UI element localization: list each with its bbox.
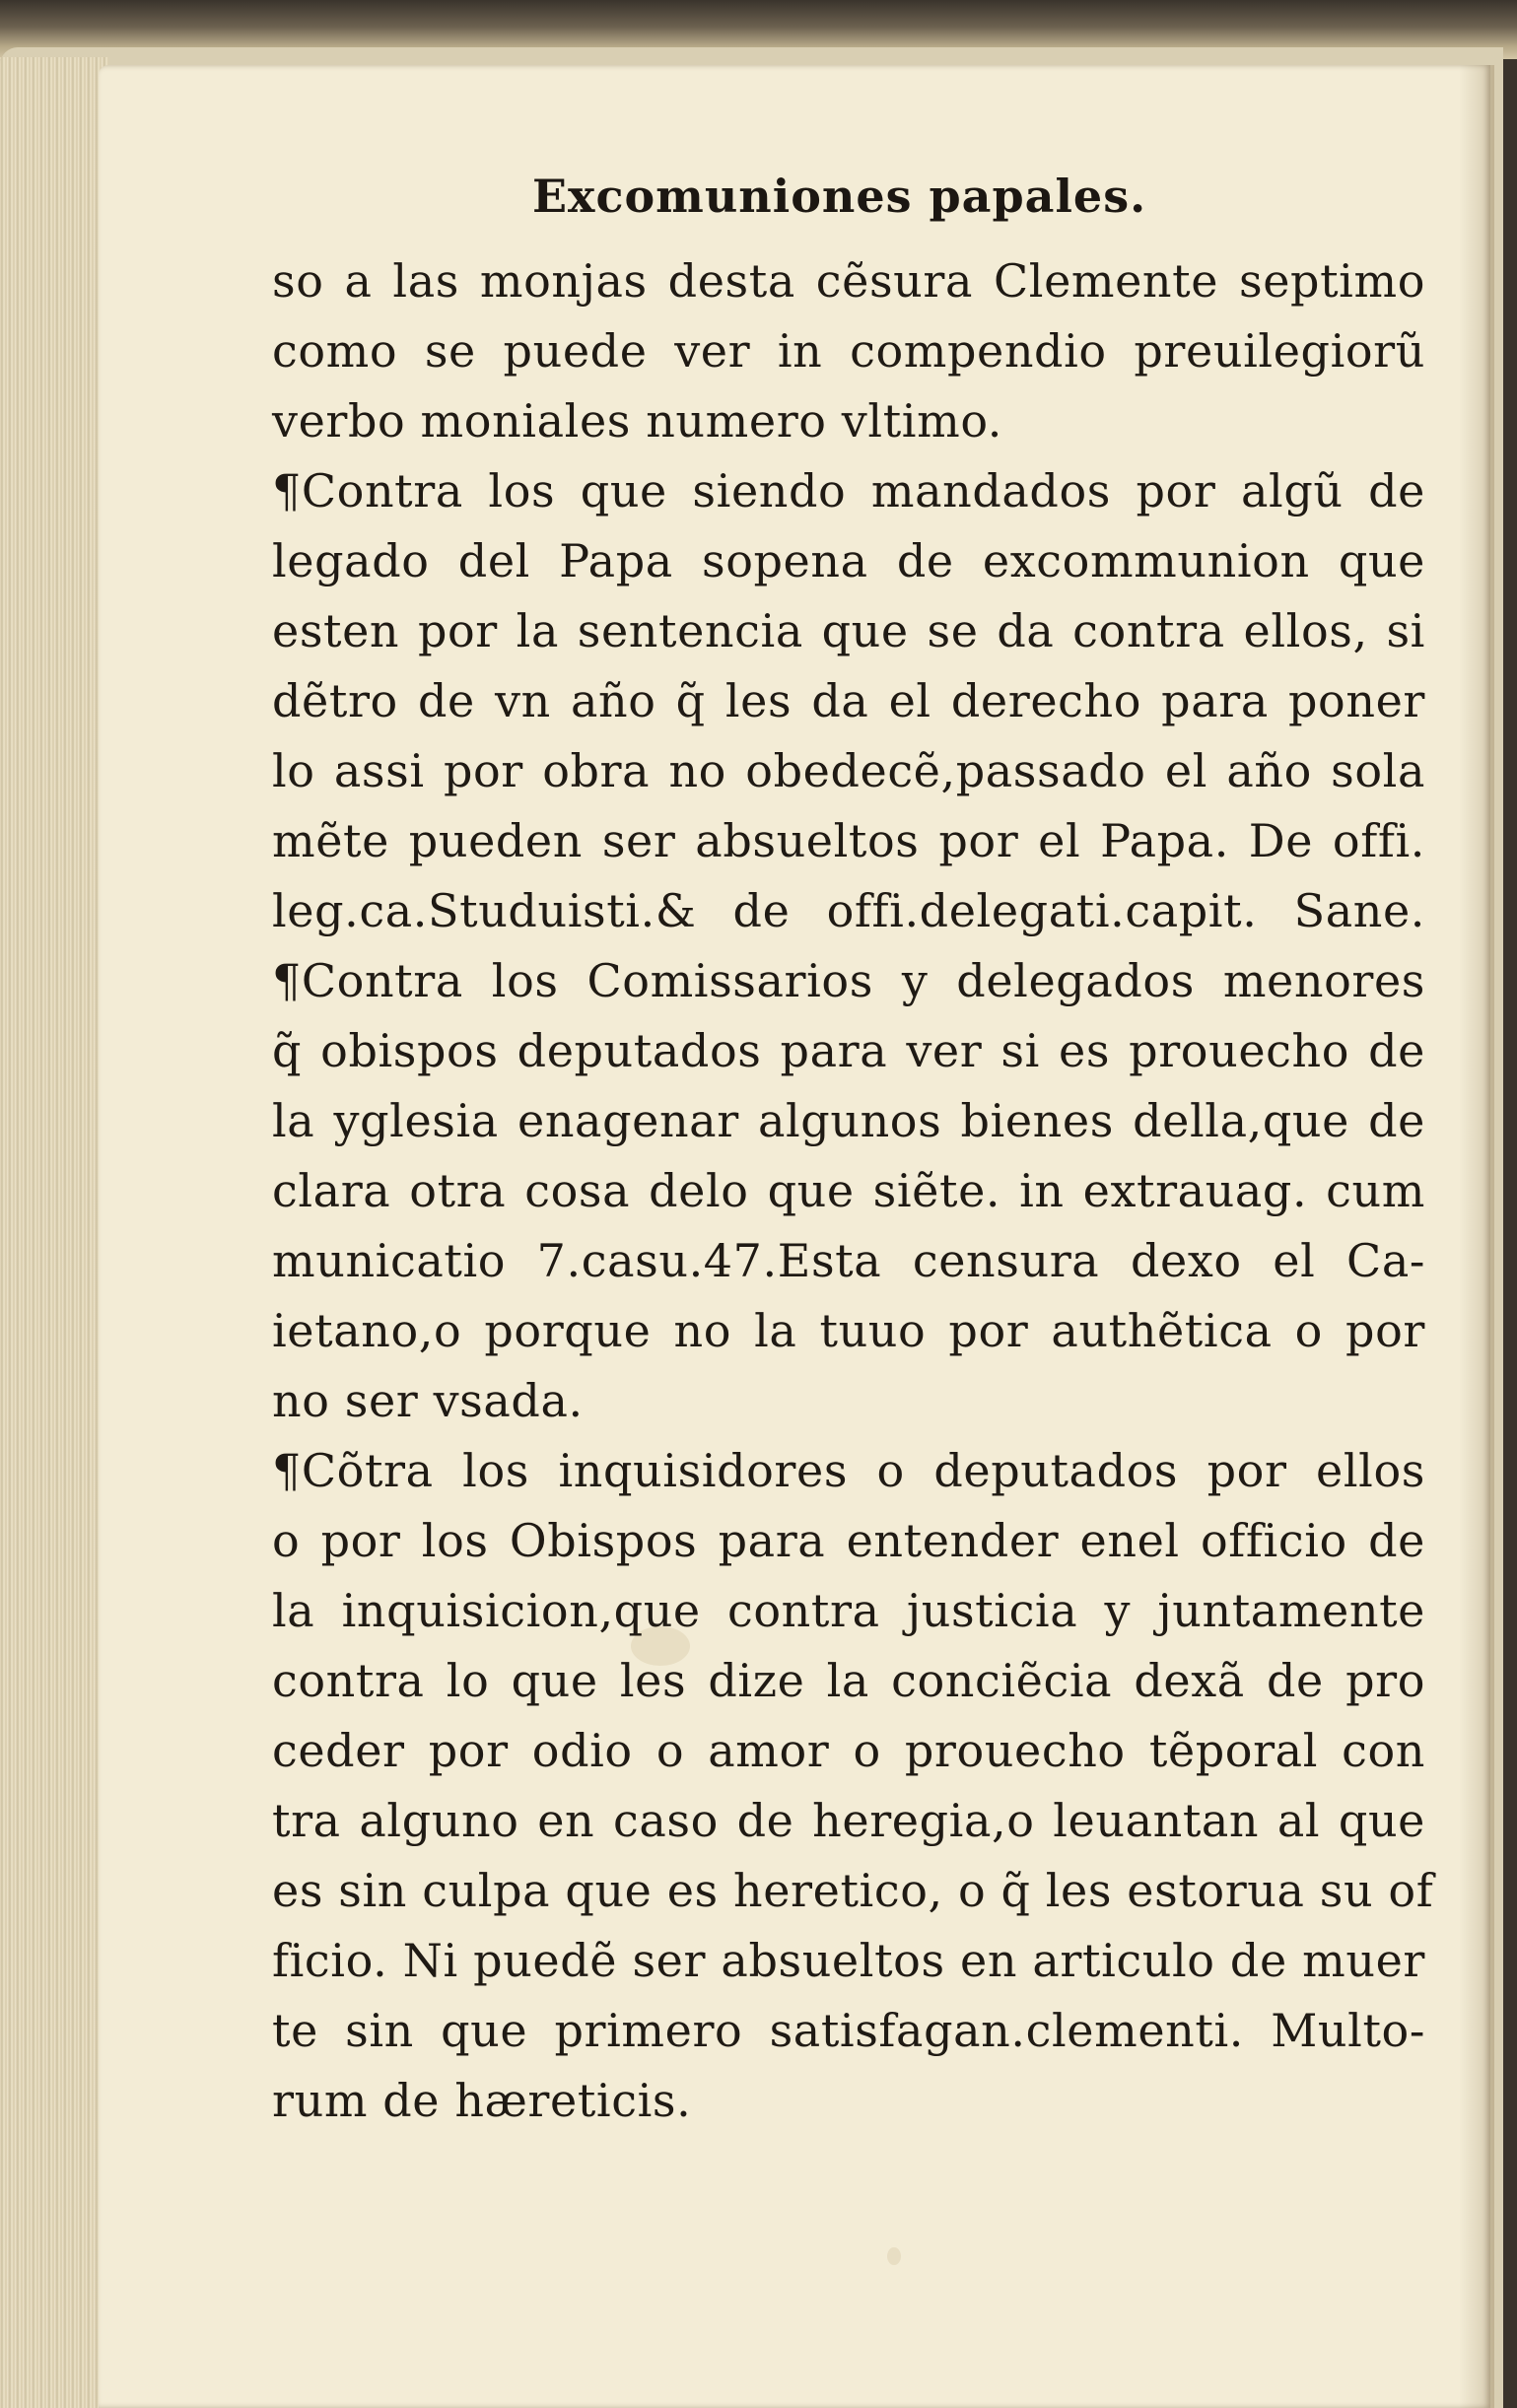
text-line: ceder por odio o amor o prouecho tẽporal con — [272, 1724, 1425, 1777]
text-line: como se puede ver in compendio preuilegiorũ — [272, 324, 1425, 378]
text-line: rum de hæreticis. — [272, 2074, 692, 2127]
text-line: esten por la sentencia que se da contra ellos, si — [272, 604, 1425, 657]
paper-leaf-shadow — [1459, 65, 1494, 2408]
text-line: la inquisicion,que contra justicia y juntamente — [272, 1584, 1425, 1637]
text-line: contra lo que les dize la conciẽcia dexã de pro — [272, 1654, 1425, 1707]
running-head: Excomuniones papales. — [532, 170, 1147, 223]
text-line: no ser vsada. — [272, 1374, 584, 1427]
text-line: mẽte pueden ser absueltos por el Papa. De offi. — [272, 814, 1425, 867]
paper-stain — [887, 2247, 901, 2265]
text-line: es sin culpa que es heretico, o q̃ les estorua su of — [272, 1864, 1434, 1917]
text-line: leg.ca.Studuisti.& de offi.delegati.capit. Sane. — [272, 884, 1425, 937]
text-line: clara otra cosa delo que siẽte. in extrauag. cum — [272, 1164, 1425, 1217]
page-edges-left — [0, 57, 108, 2408]
text-line: ¶Cõtra los inquisidores o deputados por ellos — [272, 1444, 1425, 1497]
text-line: ¶Contra los Comissarios y delegados menores — [272, 954, 1425, 1007]
text-line: municatio 7.casu.47.Esta censura dexo el Ca- — [272, 1234, 1425, 1287]
text-line: te sin que primero satisfagan.clementi. Multo- — [272, 2004, 1425, 2057]
text-line: lo assi por obra no obedecẽ,passado el año sola — [272, 744, 1425, 797]
text-line: tra alguno en caso de heregia,o leuantan al que — [272, 1794, 1425, 1847]
text-line: la yglesia enagenar algunos bienes della,que de — [272, 1094, 1425, 1147]
text-line: o por los Obispos para entender enel officio de — [272, 1514, 1425, 1567]
text-line: ficio. Ni puedẽ ser absueltos en articulo de muer — [272, 1934, 1425, 1987]
text-line: so a las monjas desta cẽsura Clemente septimo — [272, 254, 1425, 308]
text-line: legado del Papa sopena de excommunion que — [272, 534, 1425, 587]
text-line: verbo moniales numero vltimo. — [272, 394, 1003, 447]
text-line: ietano,o porque no la tuuo por authẽtica o por — [272, 1304, 1425, 1357]
text-line: dẽtro de vn año q̃ les da el derecho para poner — [272, 674, 1425, 727]
text-line: ¶Contra los que siendo mandados por algũ de — [272, 464, 1425, 517]
text-line: q̃ obispos deputados para ver si es prouecho de — [272, 1024, 1425, 1077]
body-text — [272, 246, 1434, 2136]
